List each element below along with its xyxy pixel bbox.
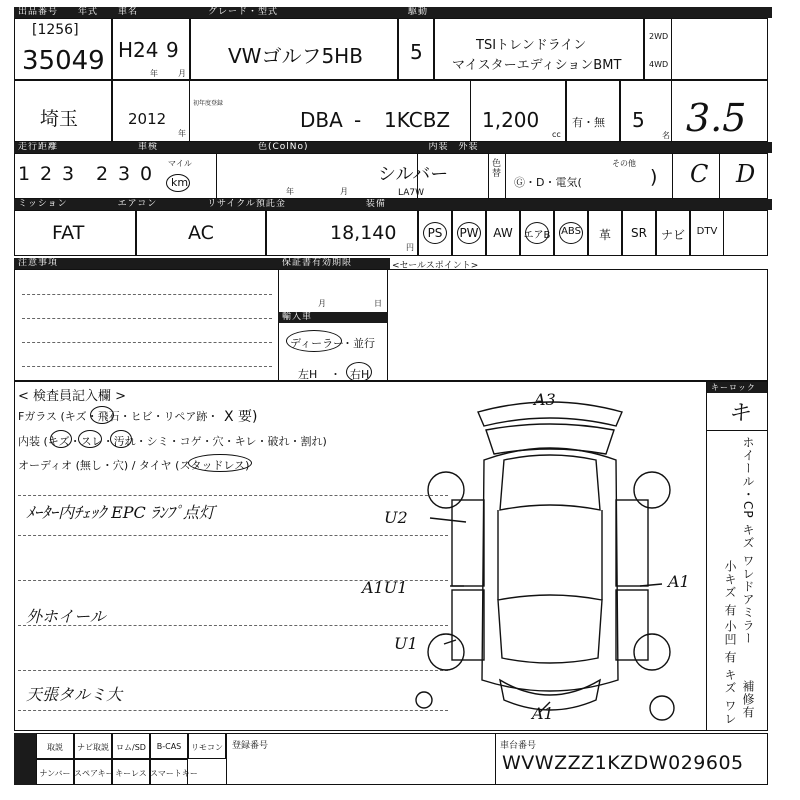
mark-circle (188, 454, 252, 472)
header-row3: 走行距離 車検 色(ColNo) 内装 外装 (14, 142, 772, 153)
era-year: H24 (118, 38, 159, 62)
month-unit: 月 (178, 69, 186, 78)
aircon: AC (188, 222, 214, 244)
header-row1: 出品番号 年式 車名 グレード・型式 駆動 (14, 7, 772, 18)
remark-line (22, 294, 272, 295)
inspector-line2: 内装 (キズ・スレ・汚れ・シミ・コゲ・穴・キレ・破れ・割れ) (18, 435, 327, 448)
chassis-label: 車台番号 (500, 741, 537, 751)
equipment-circle (423, 222, 447, 244)
equipment-label: エアB (523, 230, 551, 241)
car-name: VWゴルフ5HB (228, 44, 363, 68)
first-reg-label: 初年度登録 (193, 100, 224, 107)
right-text-2: 小キズ 有 (723, 560, 737, 617)
exterior-grade: D (736, 160, 756, 188)
remark-line (22, 342, 272, 343)
note-line (18, 495, 448, 496)
grade-line1: TSIトレンドライン (476, 38, 587, 53)
inspection-year-unit: 年 (286, 187, 294, 196)
remark-line (22, 366, 272, 367)
displacement: 1,200 (482, 108, 540, 132)
note-handwritten: 外ホイール (26, 607, 106, 626)
equipment-circle (457, 222, 481, 244)
turbo-label: 有・無 (572, 116, 605, 129)
drive-4wd: 4WD (649, 60, 669, 69)
color-label: 色替 (490, 158, 500, 178)
note-line (18, 535, 448, 536)
right-column-divider (706, 430, 768, 431)
remark-line (22, 318, 272, 319)
footer-label: キーレス (115, 769, 147, 778)
inspection-month-unit: 月 (340, 187, 348, 196)
equipment-label: ABS (561, 226, 581, 237)
mileage-digit: 2 (96, 163, 109, 185)
mileage-unit: km (171, 176, 189, 189)
equipment-label: AW (493, 226, 513, 240)
header-warranty: 保証書有効期限 (278, 258, 390, 269)
mark-left-low: U1 (394, 634, 418, 653)
score-handwritten: 3.5 (686, 96, 747, 140)
right-text-5: 補修有 (741, 680, 755, 719)
handle-sep: ・ (330, 368, 341, 381)
equipment-label: ナビ (660, 228, 685, 242)
mark-circle (90, 406, 114, 424)
key-lock-header: キーロック (707, 382, 767, 393)
chassis-number: WVWZZZ1KZDW029605 (502, 752, 744, 774)
capacity-unit: 名 (662, 131, 670, 140)
color-change: Ⓖ・D・電気( (514, 176, 582, 189)
cell-drive (644, 18, 672, 80)
recycle-unit: 円 (406, 243, 414, 252)
cell-turbo (566, 80, 620, 142)
footer-label: B-CAS (156, 742, 182, 751)
drive-2wd: 2WD (649, 32, 669, 41)
warranty-day: 日 (374, 299, 382, 308)
mileage-digit: 0 (140, 163, 153, 185)
inspector-line3: オーディオ (無し・穴) / タイヤ (スタッドレス) (18, 459, 250, 472)
mark-right-mid: A1 (668, 572, 690, 591)
mileage-digit: 3 (62, 163, 75, 185)
equipment-label: PW (459, 226, 479, 240)
header-remarks: 注意事項 (14, 258, 280, 269)
footer-label: ロム/SD (116, 743, 146, 752)
footer-label: ナビ取説 (77, 743, 109, 752)
mileage-digits (14, 153, 168, 199)
interior-grade: C (690, 160, 709, 188)
close-paren: ) (650, 166, 658, 188)
footer-label: スペアキー (74, 769, 114, 778)
mark-circle (110, 430, 132, 448)
equipment-circle (525, 222, 549, 244)
mark-left-upper: U2 (384, 508, 408, 527)
footer-label: ナンバー (39, 769, 71, 778)
equipment-circle (559, 222, 583, 244)
note-line (18, 670, 448, 671)
footer-label: 取説 (47, 743, 63, 752)
first-reg-year: 2012 (128, 110, 167, 128)
sales-point-label: <セールスポイント> (392, 261, 479, 271)
lot-bracket: [1256] (32, 22, 79, 38)
handle-left: 左H (298, 368, 318, 381)
reg-label: 登録番号 (232, 741, 269, 751)
displacement-unit: cc (552, 130, 561, 139)
inspector-title: < 検査員記入欄 > (18, 389, 127, 404)
mark-circle (78, 430, 102, 448)
lot-number: 35049 (22, 46, 105, 76)
equipment-label: PS (427, 226, 443, 240)
car-diagram (400, 390, 690, 730)
model-code: 1KCBZ (384, 108, 451, 132)
year-unit: 年 (150, 69, 158, 78)
model-dash: - (354, 108, 362, 132)
location: 埼玉 (40, 108, 79, 130)
model-prefix: DBA (300, 108, 343, 132)
footer-label: リモコン (191, 743, 223, 752)
equipment-label: 革 (598, 228, 611, 242)
warranty-month: 月 (318, 299, 326, 308)
mileage-unit-top: マイル (168, 159, 192, 168)
other-label: その他 (612, 159, 636, 168)
mark-left-mid: A1U1 (362, 578, 408, 597)
color-code: LA7W (398, 188, 425, 198)
equipment-label: SR (631, 226, 647, 240)
note-handwritten: 天張タルミ大 (26, 685, 123, 704)
inspector-line1-mark: X 要) (224, 409, 258, 425)
color-name: シルバー (378, 164, 449, 185)
right-text-4: 小凹 有 キズ ワレ (723, 620, 737, 726)
import-option1: ディーラー (290, 337, 345, 350)
transmission: FAT (52, 222, 85, 244)
mileage-digit: 2 (40, 163, 53, 185)
note-line (18, 710, 448, 711)
mileage-digit: 3 (118, 163, 131, 185)
warranty-box (278, 269, 388, 381)
footer-side-label (14, 733, 36, 785)
right-text-1: ホイール・CP キズ ワレ (741, 436, 755, 581)
first-reg-suffix: 年 (178, 129, 186, 138)
right-text-3: ドアミラー (741, 580, 755, 645)
mark-top: A3 (534, 390, 556, 409)
mark-circle (50, 430, 72, 448)
registration-month: 9 (166, 38, 179, 62)
handle-right: 右H (350, 368, 370, 381)
door-count: 5 (410, 40, 423, 64)
grade-line2: マイスターエディションBMT (452, 58, 622, 73)
recycle-fee: 18,140 (330, 222, 397, 244)
equipment-label: DTV (696, 226, 718, 237)
header-import: 輸入車 (278, 312, 388, 323)
remarks-frame (14, 269, 768, 381)
header-row4: ミッション エアコン リサイクル預託金 装備 (14, 199, 772, 210)
import-option2: ・並行 (342, 337, 375, 350)
inspector-line1: Fガラス (キズ・飛石・ヒビ・リペア跡・ (18, 410, 219, 423)
key-mark: キ (728, 401, 751, 426)
capacity: 5 (632, 108, 645, 132)
footer-label: スマートキー (150, 769, 198, 778)
note-handwritten: ﾒｰﾀｰ内ﾁｪｯｸ EPC ﾗﾝﾌﾟ点灯 (26, 503, 215, 522)
mark-bottom: A1 (532, 704, 554, 723)
mileage-digit: 1 (18, 163, 31, 185)
